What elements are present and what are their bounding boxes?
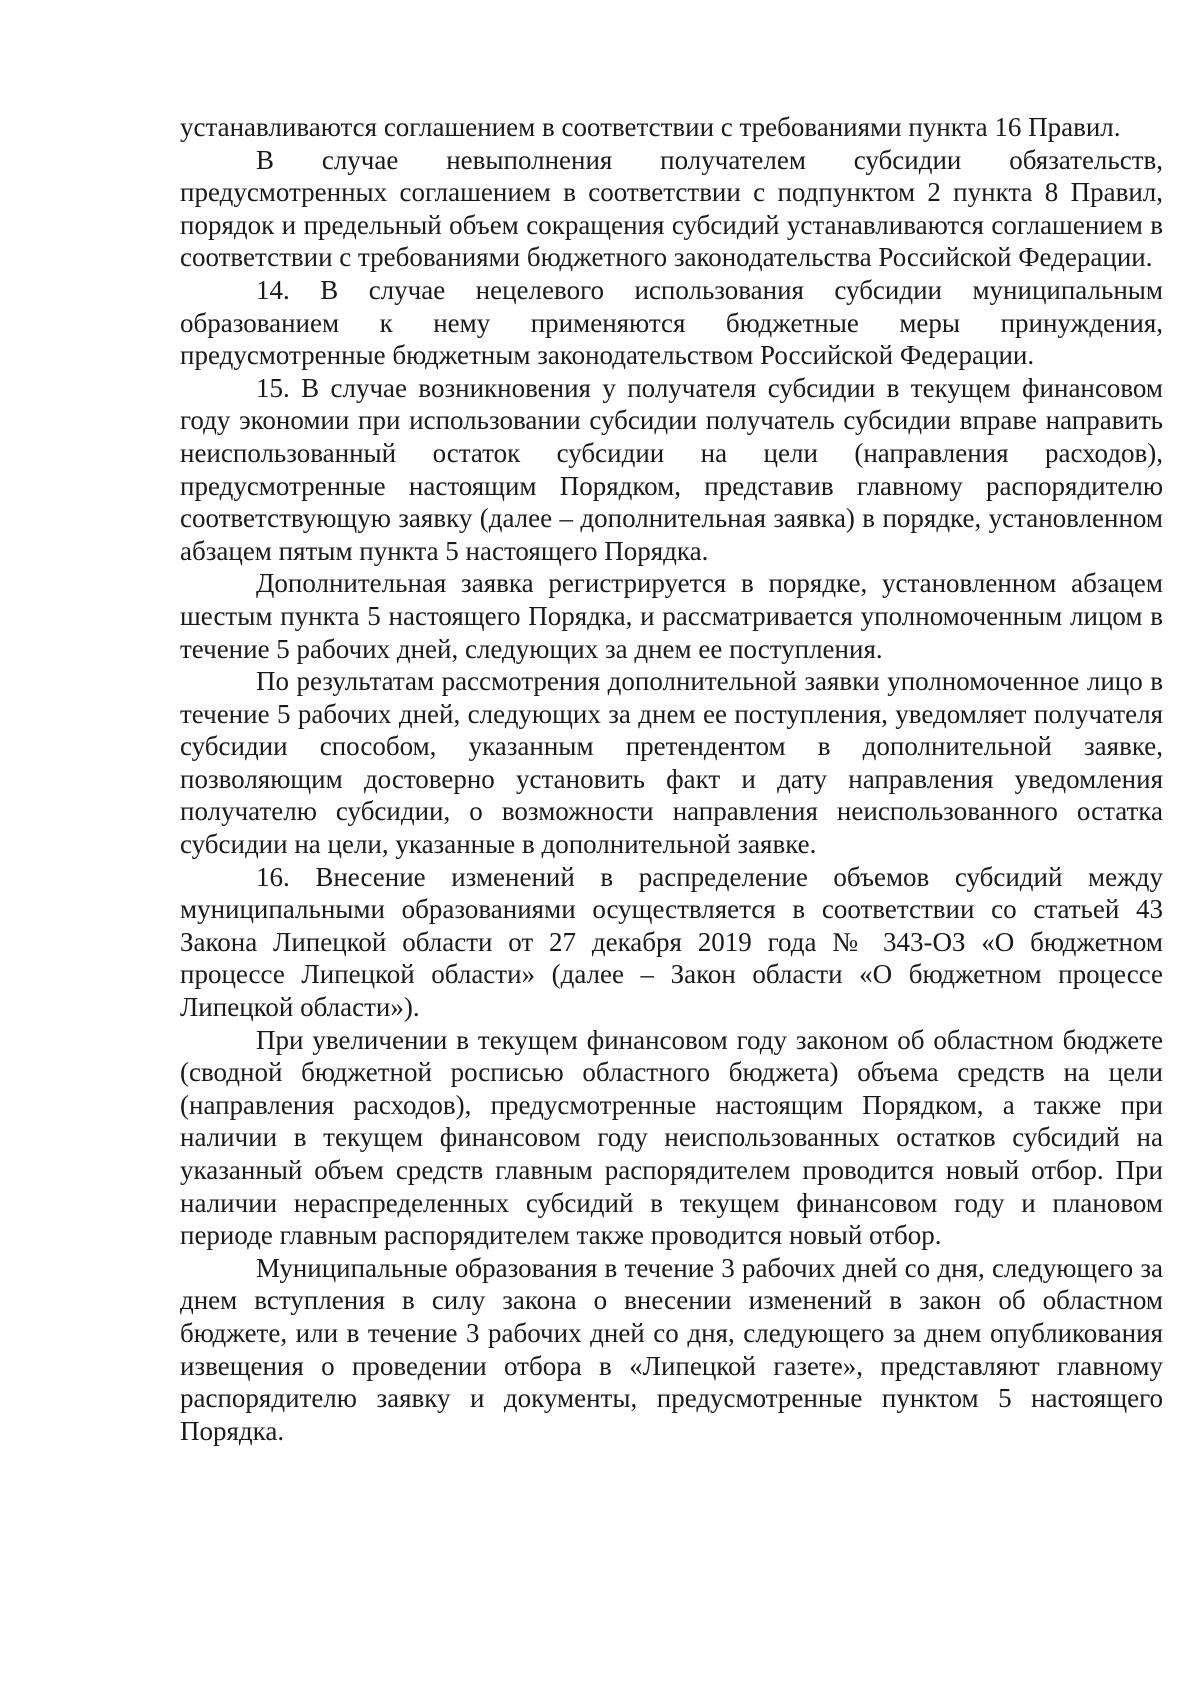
paragraph-continuation: устанавливаются соглашением в соответствии с требованиями пункта 16 Правил. [180,112,1121,142]
document-body [180,111,1163,1447]
paragraph-review-results: По результатам рассмотрения дополнительной заявки уполномоченное лицо в течение 5 рабочих дней, следующих за днем ее поступления, уведомляет получателя субсидии способом, указанным претендентом в дополнительной заявке, позволяющим достоверно установить факт и дату направления уведомления получателю субсидии, о возможности направления неиспользованного остатка субсидии на цели, указанные в дополнительной заявке. [180,666,1163,860]
paragraph-municipal-submission: Муниципальные образования в течение 3 рабочих дней со дня, следующего за днем вступления в силу закона о внесении изменений в закон об областном бюджете, или в течение 3 рабочих дней со дня, следующего за днем опубликования извещения о проведении отбора в «Липецкой газете», представляют главному распорядителю заявку и документы, предусмотренные пунктом 5 настоящего Порядка. [180,1252,1163,1446]
paragraph-item-14: 14. В случае нецелевого использования субсидии муниципальным образованием к нему применяются бюджетные меры принуждения, предусмотренные бюджетным законодательством Российской Федерации. [180,274,1163,371]
paragraph-item-16: 16. Внесение изменений в распределение объемов субсидий между муниципальными образованиями осуществляется в соответствии со статьей 43 Закона Липецкой области от 27 декабря 2019 года № 343-ОЗ «О бюджетном процессе Липецкой области» (далее – Закон области «О бюджетном процессе Липецкой области»). [180,861,1163,1023]
paragraph-budget-increase: При увеличении в текущем финансовом году законом об областном бюджете (сводной бюджетной росписью областного бюджета) объема средств на цели (направления расходов), предусмотренные настоящим Порядком, а также при наличии в текущем финансовом году неиспользованных остатков субсидий на указанный объем средств главным распорядителем проводится новый отбор. При наличии нераспределенных субсидий в текущем финансовом году и плановом периоде главным распорядителем также проводится новый отбор. [180,1024,1163,1251]
paragraph-additional-request: Дополнительная заявка регистрируется в порядке, установленном абзацем шестым пункта 5 настоящего Порядка, и рассматривается уполномоченным лицом в течение 5 рабочих дней, следующих за днем ее поступления. [180,568,1163,664]
paragraph-item-15: 15. В случае возникновения у получателя субсидии в текущем финансовом году экономии при использовании субсидии получатель субсидии вправе направить неиспользованный остаток субсидии на цели (направления расходов), предусмотренные настоящим Порядком, представив главному распорядителю соответствующую заявку (далее – дополнительная заявка) в порядке, установленном абзацем пятым пункта 5 настоящего Порядка. [180,372,1163,566]
paragraph-non-fulfillment: В случае невыполнения получателем субсидии обязательств, предусмотренных соглашением в соответствии с подпунктом 2 пункта 8 Правил, порядок и предельный объем сокращения субсидий устанавливаются соглашением в соответствии с требованиями бюджетного законодательства Российской Федерации. [180,144,1163,273]
